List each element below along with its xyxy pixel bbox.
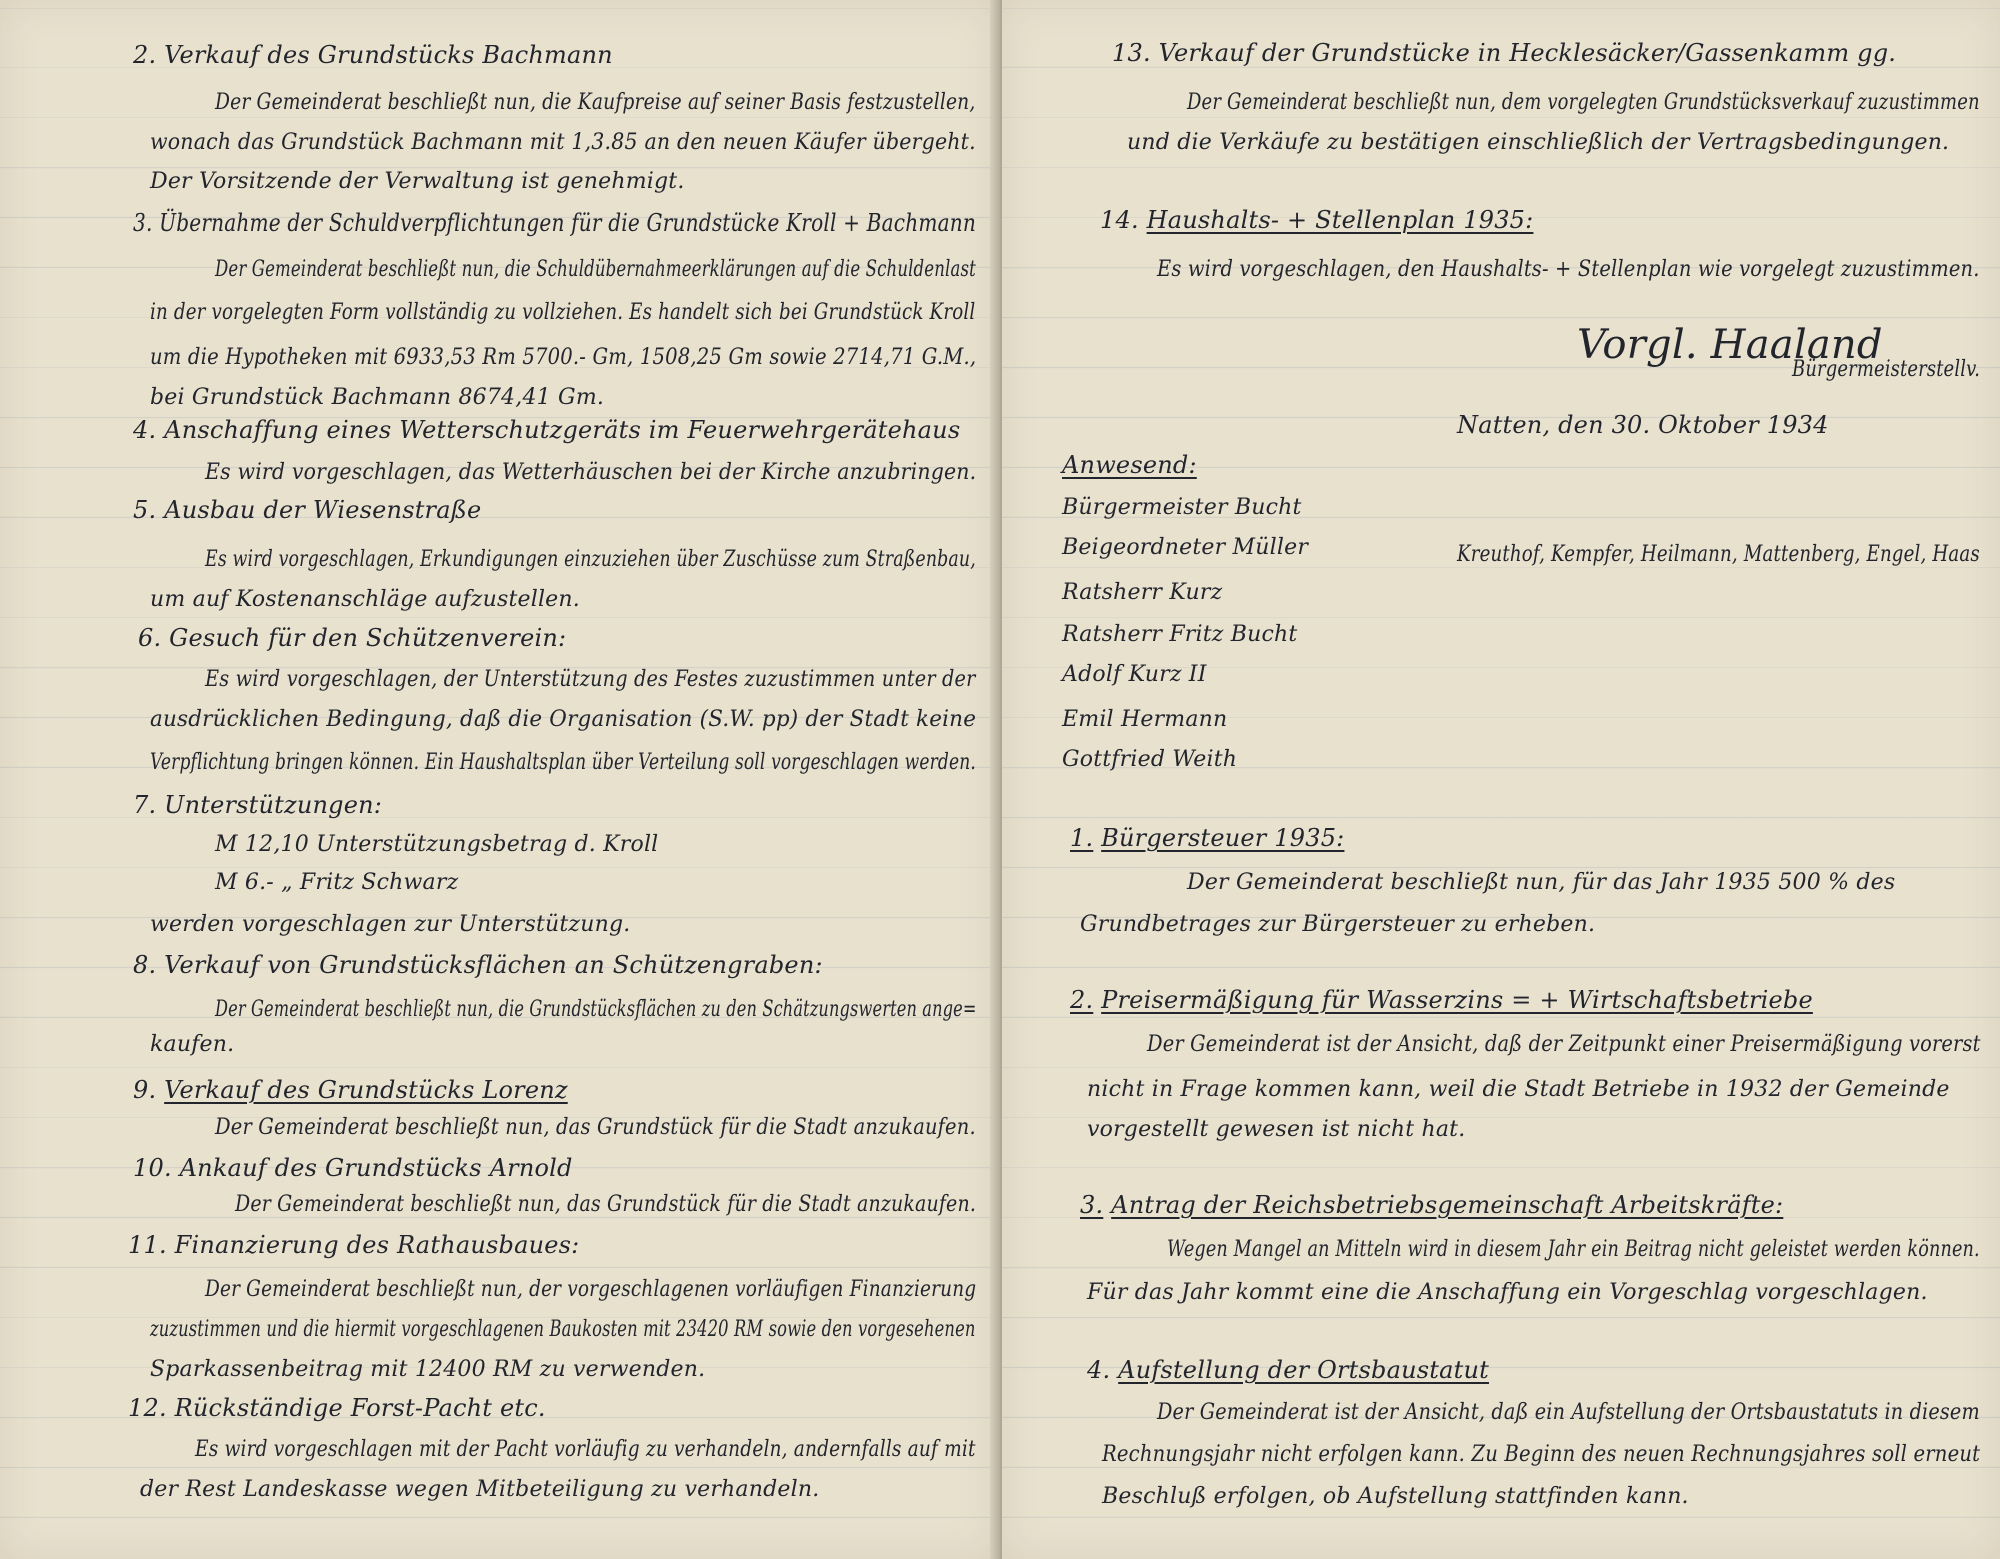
attendee: Ratsherr Fritz Bucht	[1062, 622, 1298, 647]
item-title: Verkauf des Grundstücks Lorenz	[164, 1076, 568, 1104]
item-line: Verpflichtung bringen können. Ein Haushaltsplan über Verteilung soll vorgeschlagen werden.	[150, 750, 976, 775]
item-line: M 12,10 Unterstützungsbetrag d. Kroll	[215, 832, 659, 857]
item-line: Der Vorsitzende der Verwaltung ist genehmigt.	[150, 169, 685, 194]
item-heading	[133, 1153, 573, 1183]
item-title: Verkauf von Grundstücksflächen an Schützengraben:	[164, 951, 823, 979]
item-line: Wegen Mangel an Mitteln wird in diesem Jahr ein Beitrag nicht geleistet werden können.	[1167, 1237, 1980, 1262]
item-heading	[133, 495, 481, 525]
item-title: Antrag der Reichsbetriebsgemeinschaft Arbeitskräfte:	[1111, 1191, 1784, 1219]
item-number: 3.	[133, 209, 153, 237]
item-number: 8.	[133, 951, 157, 979]
item-heading	[133, 950, 823, 980]
item-heading	[128, 1393, 546, 1423]
item-line: ausdrücklichen Bedingung, daß die Organisation (S.W. pp) der Stadt keine	[150, 707, 977, 732]
attendee: Adolf Kurz II	[1062, 662, 1207, 687]
item-line: wonach das Grundstück Bachmann mit 1,3.85 an den neuen Käufer übergeht.	[150, 130, 976, 155]
item-heading	[1112, 38, 1896, 68]
item-heading	[1070, 985, 1813, 1015]
item-line: kaufen.	[150, 1032, 235, 1057]
item-number: 9.	[133, 1076, 157, 1104]
left-page	[0, 0, 996, 1559]
right-page	[1002, 0, 2000, 1559]
item-heading	[1087, 1355, 1489, 1385]
item-title: Übernahme der Schuldverpflichtungen für die Grundstücke Kroll + Bachmann	[159, 209, 976, 237]
item-heading	[133, 790, 382, 820]
item-title: Gesuch für den Schützenverein:	[169, 624, 567, 652]
place-date: Natten, den 30. Oktober 1934	[1457, 411, 1829, 439]
item-line: Es wird vorgeschlagen, den Haushalts- + Stellenplan wie vorgelegt zuzustimmen.	[1157, 257, 1980, 282]
item-line: Es wird vorgeschlagen mit der Pacht vorläufig zu verhandeln, andernfalls auf mit	[195, 1437, 976, 1462]
item-number: 5.	[133, 496, 157, 524]
item-line: der Rest Landeskasse wegen Mitbeteiligung zu verhandeln.	[140, 1477, 820, 1502]
item-line: um die Hypotheken mit 6933,53 Rm 5700.- Gm, 1508,25 Gm sowie 2714,71 G.M.,	[150, 345, 977, 370]
item-number: 1.	[1070, 824, 1094, 852]
item-title: Aufstellung der Ortsbaustatut	[1118, 1356, 1489, 1384]
item-number: 11.	[128, 1231, 167, 1259]
item-title: Verkauf der Grundstücke in Hecklesäcker/Gassenkamm gg.	[1158, 39, 1897, 67]
item-line: Sparkassenbeitrag mit 12400 RM zu verwenden.	[150, 1357, 706, 1382]
item-line: und die Verkäufe zu bestätigen einschließlich der Vertragsbedingungen.	[1127, 130, 1950, 155]
item-heading	[133, 208, 976, 238]
item-number: 12.	[128, 1394, 167, 1422]
item-title: Unterstützungen:	[164, 791, 383, 819]
item-number: 14.	[1100, 206, 1139, 234]
item-line: Der Gemeinderat beschließt nun, für das Jahr 1935 500 % des	[1187, 870, 1896, 895]
item-line: Der Gemeinderat beschließt nun, das Grundstück für die Stadt anzukaufen.	[235, 1192, 977, 1217]
item-line: Der Gemeinderat beschließt nun, das Grundstück für die Stadt anzukaufen.	[215, 1115, 976, 1140]
item-title: Ankauf des Grundstücks Arnold	[179, 1154, 573, 1182]
item-number: 2.	[133, 41, 157, 69]
item-title: Verkauf des Grundstücks Bachmann	[164, 41, 613, 69]
item-line: Der Gemeinderat beschließt nun, der vorgeschlagenen vorläufigen Finanzierung	[205, 1277, 977, 1302]
item-number: 2.	[1070, 986, 1094, 1014]
item-line: Der Gemeinderat beschließt nun, die Schuldübernahmeerklärungen auf die Schuldenlast	[215, 257, 976, 282]
attendee: Gottfried Weith	[1062, 747, 1238, 772]
item-line: Der Gemeinderat ist der Ansicht, daß ein Aufstellung der Ortsbaustatuts in diesem	[1157, 1400, 1980, 1425]
item-line: Beschluß erfolgen, ob Aufstellung stattfinden kann.	[1102, 1484, 1689, 1509]
item-line: zuzustimmen und die hiermit vorgeschlagenen Baukosten mit 23420 RM sowie den vorgesehenen	[150, 1317, 976, 1342]
attendee: Beigeordneter Müller	[1062, 535, 1309, 560]
item-number: 7.	[133, 791, 157, 819]
item-title: Bürgersteuer 1935:	[1101, 824, 1345, 852]
item-title: Haushalts- + Stellenplan 1935:	[1146, 206, 1534, 234]
item-number: 10.	[133, 1154, 172, 1182]
item-title: Finanzierung des Rathausbaues:	[174, 1231, 580, 1259]
item-title: Rückständige Forst-Pacht etc.	[174, 1394, 546, 1422]
item-number: 13.	[1112, 39, 1151, 67]
item-line: Rechnungsjahr nicht erfolgen kann. Zu Beginn des neuen Rechnungsjahres soll erneut	[1102, 1442, 1981, 1467]
item-heading	[1070, 823, 1344, 853]
attendee: Emil Hermann	[1062, 707, 1228, 732]
attendee: Ratsherr Kurz	[1062, 580, 1223, 605]
item-line: in der vorgelegten Form vollständig zu vollziehen. Es handelt sich bei Grundstück Kroll	[150, 300, 976, 325]
item-number: 4.	[133, 416, 157, 444]
attendee: Bürgermeister Bucht	[1062, 495, 1302, 520]
item-line: M 6.- „ Fritz Schwarz	[215, 870, 459, 895]
item-line: Für das Jahr kommt eine die Anschaffung ein Vorgeschlag vorgeschlagen.	[1087, 1280, 1928, 1305]
item-line: Der Gemeinderat beschließt nun, die Kaufpreise auf seiner Basis festzustellen,	[215, 90, 976, 115]
item-number: 6.	[138, 624, 162, 652]
signature: Vorgl. Haaland	[1577, 322, 1883, 368]
item-line: Grundbetrages zur Bürgersteuer zu erheben.	[1080, 912, 1596, 937]
item-heading	[133, 1075, 568, 1105]
item-line: nicht in Frage kommen kann, weil die Stadt Betriebe in 1932 der Gemeinde	[1087, 1077, 1950, 1102]
item-number: 4.	[1087, 1356, 1111, 1384]
item-title: Ausbau der Wiesenstraße	[164, 496, 482, 524]
item-line: Der Gemeinderat beschließt nun, die Grundstücksflächen zu den Schätzungswerten ange=	[215, 997, 977, 1022]
item-line: Der Gemeinderat beschließt nun, dem vorgelegten Grundstücksverkauf zuzustimmen	[1187, 90, 1980, 115]
signature-role: Bürgermeisterstellv.	[1792, 357, 1981, 382]
item-heading	[1080, 1190, 1783, 1220]
item-line: bei Grundstück Bachmann 8674,41 Gm.	[150, 385, 605, 410]
item-line: Der Gemeinderat ist der Ansicht, daß der Zeitpunkt einer Preisermäßigung vorerst	[1147, 1032, 1981, 1057]
item-number: 3.	[1080, 1191, 1104, 1219]
item-heading	[128, 1230, 579, 1260]
item-heading	[133, 40, 613, 70]
item-title: Anschaffung eines Wetterschutzgeräts im Feuerwehrgerätehaus	[164, 416, 961, 444]
item-heading	[1100, 205, 1533, 235]
item-line: Es wird vorgeschlagen, das Wetterhäuschen bei der Kirche anzubringen.	[205, 460, 977, 485]
item-title: Preisermäßigung für Wasserzins = + Wirtschaftsbetriebe	[1101, 986, 1813, 1014]
item-heading	[138, 623, 566, 653]
item-heading	[133, 415, 960, 445]
attendance-heading: Anwesend:	[1062, 451, 1197, 479]
item-line: Es wird vorgeschlagen, Erkundigungen einzuziehen über Zuschüsse zum Straßenbau,	[205, 547, 976, 572]
item-line: Es wird vorgeschlagen, der Unterstützung des Festes zuzustimmen unter der	[205, 667, 976, 692]
item-line: vorgestellt gewesen ist nicht hat.	[1087, 1117, 1466, 1142]
item-line: werden vorgeschlagen zur Unterstützung.	[150, 912, 631, 937]
item-line: um auf Kostenanschläge aufzustellen.	[150, 587, 580, 612]
attendees-right-column: Kreuthof, Kempfer, Heilmann, Mattenberg, Engel, Haas	[1457, 542, 1980, 567]
